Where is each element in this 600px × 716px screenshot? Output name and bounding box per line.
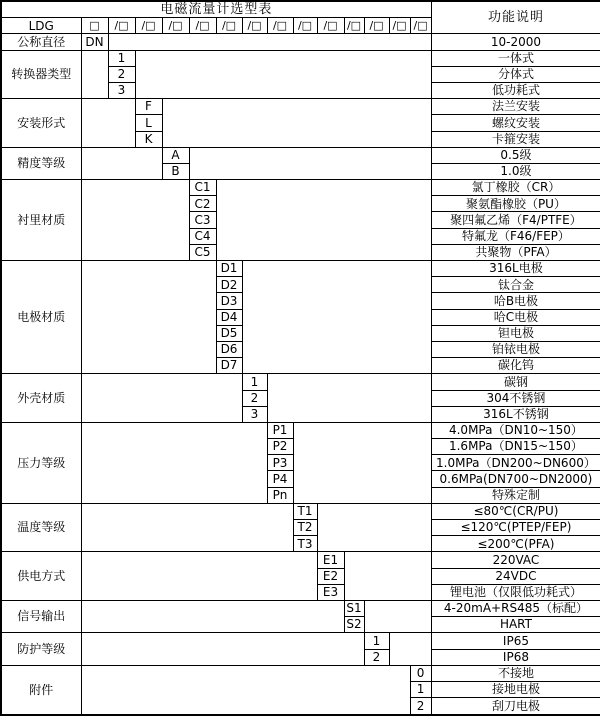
empty-cell — [389, 633, 431, 665]
table-row — [1, 633, 600, 649]
section-label: 外壳材质 — [1, 374, 81, 423]
code-cell: P3 — [267, 455, 293, 471]
desc-cell: 0.6MPa(DN700~DN2000) — [431, 471, 600, 487]
section-label: 温度等级 — [1, 503, 81, 552]
desc-cell: 分体式 — [431, 66, 600, 82]
code-cell: D3 — [216, 293, 242, 309]
section-label: 电极材质 — [1, 261, 81, 374]
code-cell: C1 — [189, 180, 216, 196]
empty-cell — [293, 422, 431, 503]
table-row — [1, 552, 600, 568]
section-label: 供电方式 — [1, 552, 81, 601]
code-cell: 0 — [410, 665, 431, 681]
section-label: 转换器类型 — [1, 50, 81, 99]
desc-cell: 220VAC — [431, 552, 600, 568]
desc-cell: 铂铱电极 — [431, 341, 600, 357]
table-row — [1, 34, 600, 50]
section-label: 信号输出 — [1, 600, 81, 632]
desc-cell: 不接地 — [431, 665, 600, 681]
empty-cell — [81, 633, 364, 665]
code-cell: D5 — [216, 325, 242, 341]
code-cell: 3 — [242, 406, 267, 422]
model-slot: /□ — [162, 18, 189, 34]
desc-cell: HART — [431, 617, 600, 633]
desc-cell: 1.0MPa（DN200~DN600） — [431, 455, 600, 471]
table-row — [1, 374, 600, 390]
code-cell: E3 — [317, 584, 344, 600]
desc-cell: 钛合金 — [431, 277, 600, 293]
empty-cell — [81, 600, 344, 632]
model-box: □ — [81, 18, 108, 34]
code-cell: T3 — [293, 536, 317, 552]
desc-cell: 碳化钨 — [431, 358, 600, 374]
code-cell: K — [135, 131, 162, 147]
desc-cell: 特氟龙（F46/FEP） — [431, 228, 600, 244]
code-cell: S2 — [344, 617, 364, 633]
desc-cell: 哈B电极 — [431, 293, 600, 309]
table-row — [1, 50, 600, 66]
code-cell: 3 — [108, 82, 135, 98]
code-cell: D7 — [216, 358, 242, 374]
code-cell: D1 — [216, 261, 242, 277]
empty-cell — [81, 99, 135, 148]
desc-cell: 316L电极 — [431, 261, 600, 277]
empty-cell — [364, 600, 431, 632]
desc-cell: 锂电池（仅限低功耗式） — [431, 584, 600, 600]
model-slot: /□ — [242, 18, 267, 34]
desc-cell: 接地电极 — [431, 681, 600, 697]
code-cell: E1 — [317, 552, 344, 568]
desc-cell: 4-20mA+RS485（标配） — [431, 600, 600, 616]
desc-cell: ≤200℃(PFA) — [431, 536, 600, 552]
desc-cell: 聚氨酯橡胶（PU） — [431, 196, 600, 212]
code-cell: 1 — [108, 50, 135, 66]
desc-cell: 特殊定制 — [431, 487, 600, 503]
model-slot: /□ — [344, 18, 364, 34]
code-cell: 1 — [242, 374, 267, 390]
code-cell: 2 — [364, 649, 389, 665]
desc-cell: 刮刀电极 — [431, 698, 600, 715]
section-label: 附件 — [1, 665, 81, 715]
desc-cell: IP68 — [431, 649, 600, 665]
empty-cell — [317, 503, 431, 552]
model-slot: /□ — [108, 18, 135, 34]
model-slot: /□ — [317, 18, 344, 34]
section-label: 防护等级 — [1, 633, 81, 665]
code-cell: D4 — [216, 309, 242, 325]
desc-cell: 共聚物（PFA） — [431, 244, 600, 260]
desc-cell: 螺纹安装 — [431, 115, 600, 131]
empty-cell — [242, 261, 431, 374]
section-label: 衬里材质 — [1, 180, 81, 261]
desc-cell: 低功耗式 — [431, 82, 600, 98]
desc-cell: ≤80℃(CR/PU) — [431, 503, 600, 519]
desc-cell: 304不锈钢 — [431, 390, 600, 406]
code-cell: 1 — [364, 633, 389, 649]
empty-cell — [189, 147, 431, 179]
model-slot: /□ — [293, 18, 317, 34]
code-cell: B — [162, 163, 189, 179]
model-slot: /□ — [216, 18, 242, 34]
desc-cell: 24VDC — [431, 568, 600, 584]
desc-cell: 钽电极 — [431, 325, 600, 341]
desc-cell: 1.0级 — [431, 163, 600, 179]
code-cell: 2 — [108, 66, 135, 82]
desc-cell: 哈C电极 — [431, 309, 600, 325]
empty-cell — [162, 99, 431, 148]
function-column-header: 功能说明 — [431, 1, 600, 34]
code-cell: D2 — [216, 277, 242, 293]
code-cell: P1 — [267, 422, 293, 438]
desc-cell: 碳钢 — [431, 374, 600, 390]
code-cell: 2 — [410, 698, 431, 715]
table-row — [1, 422, 600, 438]
desc-cell: 聚四氟乙烯（F4/PTFE） — [431, 212, 600, 228]
desc-cell: 10-2000 — [431, 34, 600, 50]
model-prefix: LDG — [1, 18, 81, 34]
code-cell: D6 — [216, 341, 242, 357]
code-cell: A — [162, 147, 189, 163]
empty-cell — [81, 552, 317, 601]
code-cell: C5 — [189, 244, 216, 260]
code-cell: F — [135, 99, 162, 115]
code-cell: P4 — [267, 471, 293, 487]
desc-cell: 316L不锈钢 — [431, 406, 600, 422]
code-cell: E2 — [317, 568, 344, 584]
code-cell: DN — [81, 34, 108, 50]
table-row — [1, 180, 600, 196]
code-cell: T2 — [293, 520, 317, 536]
empty-cell — [216, 180, 431, 261]
empty-cell — [81, 503, 293, 552]
model-slot: /□ — [135, 18, 162, 34]
section-label: 公称直径 — [1, 34, 81, 50]
empty-cell — [81, 665, 410, 715]
empty-cell — [81, 147, 162, 179]
table-row — [1, 1, 600, 18]
table-row — [1, 261, 600, 277]
empty-cell — [135, 50, 431, 99]
section-label: 压力等级 — [1, 422, 81, 503]
code-cell: C3 — [189, 212, 216, 228]
code-cell: P2 — [267, 439, 293, 455]
empty-cell — [81, 261, 216, 374]
desc-cell: 氯丁橡胶（CR） — [431, 180, 600, 196]
desc-cell: 一体式 — [431, 50, 600, 66]
empty-cell — [81, 422, 267, 503]
desc-cell: 法兰安装 — [431, 99, 600, 115]
code-cell: C4 — [189, 228, 216, 244]
code-cell: L — [135, 115, 162, 131]
table-row — [1, 503, 600, 519]
model-slot: /□ — [267, 18, 293, 34]
desc-cell: IP65 — [431, 633, 600, 649]
empty-cell — [81, 180, 189, 261]
code-cell: S1 — [344, 600, 364, 616]
model-slot: /□ — [364, 18, 389, 34]
table-row — [1, 99, 600, 115]
empty-cell — [81, 50, 108, 99]
table-row — [1, 665, 600, 681]
table-row — [1, 147, 600, 163]
section-label: 安装形式 — [1, 99, 81, 148]
desc-cell: ≤120℃(PTEP/FEP) — [431, 520, 600, 536]
code-cell: Pn — [267, 487, 293, 503]
empty-cell — [108, 34, 431, 50]
table-row — [1, 600, 600, 616]
desc-cell: 卡箍安装 — [431, 131, 600, 147]
desc-cell: 1.6MPa（DN15~150） — [431, 439, 600, 455]
model-slot: /□ — [389, 18, 410, 34]
empty-cell — [81, 374, 242, 423]
model-slot: /□ — [189, 18, 216, 34]
code-cell: C2 — [189, 196, 216, 212]
model-slot: /□ — [410, 18, 431, 34]
section-label: 精度等级 — [1, 147, 81, 179]
code-cell: 2 — [242, 390, 267, 406]
code-cell: 1 — [410, 681, 431, 697]
table-title: 电磁流量计选型表 — [1, 1, 431, 18]
empty-cell — [267, 374, 431, 423]
desc-cell: 0.5级 — [431, 147, 600, 163]
desc-cell: 4.0MPa（DN10~150） — [431, 422, 600, 438]
code-cell: T1 — [293, 503, 317, 519]
empty-cell — [344, 552, 431, 601]
